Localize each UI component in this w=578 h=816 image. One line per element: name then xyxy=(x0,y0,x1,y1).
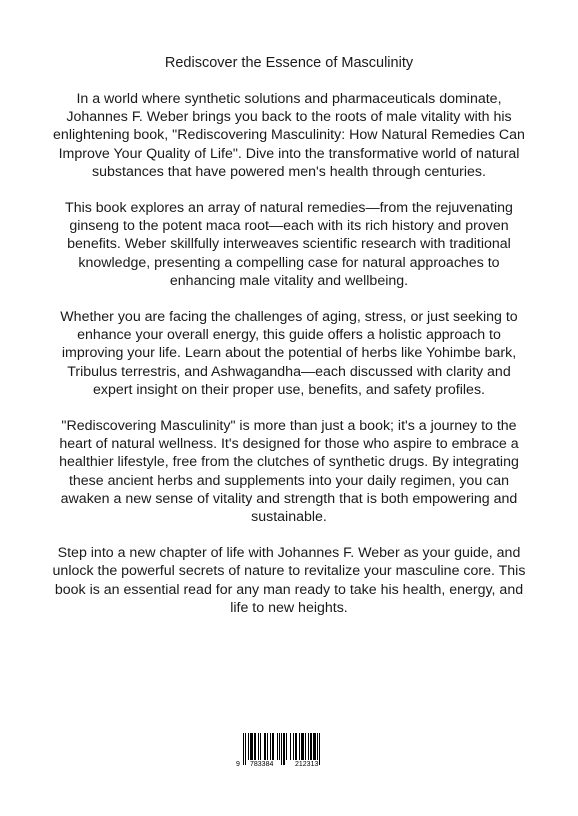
blurb-text xyxy=(52,90,526,635)
barcode-bar xyxy=(248,733,249,760)
barcode-bar xyxy=(283,733,285,765)
barcode-bar xyxy=(264,733,266,760)
barcode-left-digits: 783384 xyxy=(250,761,274,768)
barcode-bar xyxy=(308,733,309,760)
paragraph-4: "Rediscovering Masculinity" is more than just a book; it's a journey to the heart of natural wellness. It's designed for those who aspire to embrace a healthier lifestyle, free from the clutches of synthetic drugs. By integrating these ancient herbs and supplements into your daily regimen, you can awaken a new sense of vitality and strength that is both empowering and sustainable. xyxy=(59,418,519,526)
barcode-bar xyxy=(267,733,268,760)
barcode-bar xyxy=(245,733,246,765)
barcode-bar xyxy=(281,733,282,765)
barcode-bar xyxy=(250,733,253,760)
barcode-bar xyxy=(277,733,278,760)
paragraph-3: Whether you are facing the challenges of aging, stress, or just seeking to enhance your overall energy, this guide offers a holistic approach to improving your life. Learn about the potential of herbs like Yohimbe bark, Tribulus terrestris, and Ashwagandha—each discussed with clarity and expert insight on their proper use, benefits, and safety profiles. xyxy=(60,309,518,398)
barcode-bar xyxy=(243,733,244,765)
barcode-right-digits: 212313 xyxy=(295,761,319,768)
barcode-bar xyxy=(293,733,294,760)
barcode-bar xyxy=(317,733,318,760)
barcode-bar xyxy=(254,733,256,760)
barcode-bar xyxy=(299,733,300,760)
barcode-bar xyxy=(279,733,280,760)
barcode-bar xyxy=(301,733,304,760)
isbn-barcode xyxy=(234,733,344,773)
barcode-bar xyxy=(286,733,287,760)
page-title: Rediscover the Essence of Masculinity xyxy=(164,55,414,71)
barcode-bar xyxy=(260,733,261,760)
barcode-bar xyxy=(290,733,291,760)
barcode-bar xyxy=(313,733,316,760)
barcode-lead-digit: 9 xyxy=(236,761,240,768)
barcode-bar xyxy=(272,733,274,760)
barcode-bar xyxy=(310,733,312,760)
paragraph-1: In a world where synthetic solutions and pharmaceuticals dominate, Johannes F. Weber brings you back to the roots of male vitality with his enlightening book, "Rediscovering Masculinity: How Natural Remedies Can Improve Your Quality of Life". Dive into the transformative world of natural substances that have powered men's health through centuries. xyxy=(53,91,525,180)
barcode-bar xyxy=(295,733,297,760)
barcode-bar xyxy=(305,733,306,760)
barcode-bar xyxy=(258,733,259,760)
paragraph-2: This book explores an array of natural remedies—from the rejuvenating ginseng to the potent maca root—each with its rich history and proven benefits. Weber skillfully interweaves scientific research with traditional knowledge, presenting a compelling case for natural approaches to enhancing male vitality and wellbeing. xyxy=(65,200,513,289)
paragraph-5: Step into a new chapter of life with Johannes F. Weber as your guide, and unlock the powerful secrets of nature to revitalize your masculine core. This book is an essential read for any man ready to take his health, energy, and life to new heights. xyxy=(52,545,526,616)
barcode-bar xyxy=(270,733,271,760)
